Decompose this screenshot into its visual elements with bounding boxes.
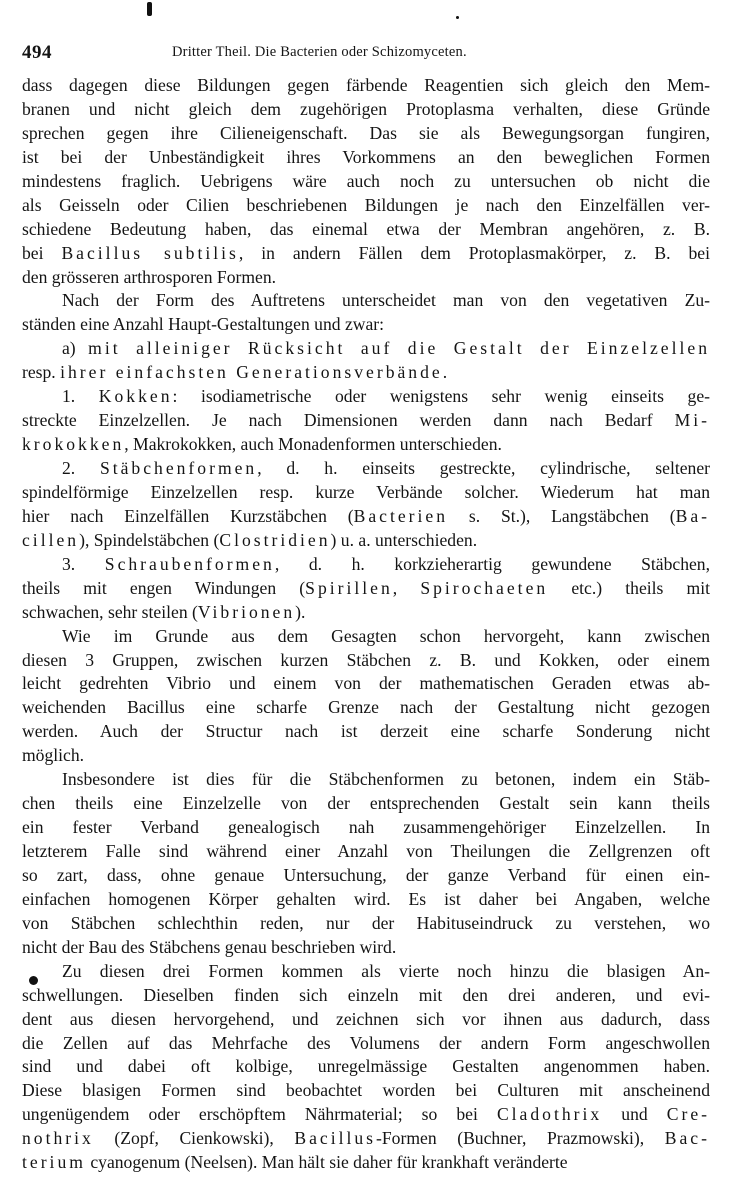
text-run: branen und nicht gleich dem zugehörigen Protoplasma verhalten, diese Gründe	[22, 98, 710, 119]
text-run: dent aus diesen hervorgehend, und zeichnen sich vor ihnen aus dadurch, dass	[22, 1008, 710, 1029]
spaced-term: Spirillen	[305, 577, 393, 598]
text-line	[22, 98, 710, 122]
text-line	[22, 1151, 710, 1175]
text-line	[22, 864, 710, 888]
text-run: als Geisseln oder Cilien beschriebenen Bildungen je nach den Einzelfällen ver-	[22, 194, 710, 215]
text-run: , Makrokokken, auch Monadenformen unterschieden.	[124, 434, 502, 455]
text-run: (Zopf, Cienkowski),	[93, 1128, 295, 1149]
spaced-term: Mi-	[674, 410, 710, 431]
spaced-term: Cladothrix	[496, 1104, 603, 1125]
spaced-term: Vibrionen	[197, 601, 296, 622]
text-run: leicht gedrehten Vibrio und einem von der mathematischen Geraden etwas ab-	[22, 673, 710, 694]
text-run: und	[602, 1104, 667, 1125]
ink-spot	[456, 16, 459, 19]
text-line	[22, 194, 710, 218]
text-line	[22, 337, 710, 361]
spaced-term: mit alleiniger Rücksicht auf die Gestalt der Einzelzellen	[88, 338, 710, 359]
text-line	[22, 720, 710, 744]
text-run: a)	[62, 338, 89, 359]
text-run: ), Spindelstäbchen (	[79, 529, 220, 550]
text-run: ein fester Verband genealogisch nah zusammengehöriger Einzelzellen. In	[22, 817, 710, 838]
text-run: etc.) theils mit	[548, 577, 710, 598]
paragraph	[22, 385, 710, 457]
text-line	[22, 289, 710, 313]
text-line	[22, 1103, 710, 1127]
text-run: weichenden Bacillus eine scharfe Grenze nach der Gestaltung nicht gezogen	[22, 697, 710, 718]
text-line	[22, 960, 710, 984]
text-run: 1.	[62, 386, 99, 407]
text-run: Diese blasigen Formen sind beobachtet worden bei Culturen mit anscheinend	[22, 1080, 710, 1101]
paragraph	[22, 625, 710, 769]
text-run: nicht der Bau des Stäbchens genau beschrieben wird.	[22, 936, 397, 957]
text-run: einfachen homogenen Körper gehalten wird. Es ist daher bei Angaben, welche	[22, 888, 710, 909]
spaced-term: nothrix	[22, 1128, 94, 1149]
text-line	[22, 361, 710, 385]
text-line	[22, 840, 710, 864]
paragraph	[22, 337, 710, 385]
text-line	[22, 146, 710, 170]
text-run: Zu diesen drei Formen kommen als vierte noch hinzu die blasigen An-	[62, 960, 710, 981]
text-line	[22, 218, 710, 242]
spaced-term: cillen	[22, 529, 80, 550]
spaced-term: Bac-	[664, 1128, 710, 1149]
text-run: spindelförmige Einzelzellen resp. kurze Verbände solcher. Wiederum hat man	[22, 481, 710, 502]
text-line	[22, 577, 710, 601]
text-run: ).	[295, 601, 306, 622]
text-run: von Stäbchen schlechthin reden, nur der Habituseindruck zu verstehen, wo	[22, 912, 710, 933]
text-line	[22, 601, 710, 625]
ink-spot	[29, 976, 38, 985]
text-line	[22, 74, 710, 98]
running-head: Dritter Theil. Die Bacterien oder Schizomyceten.	[172, 44, 467, 60]
spaced-term: terium	[22, 1152, 86, 1173]
text-run: chen theils eine Einzelzelle von der entsprechenden Gestalt sein kann theils	[22, 793, 710, 814]
text-line	[22, 792, 710, 816]
paragraph	[22, 74, 710, 289]
paragraph	[22, 289, 710, 337]
paragraph	[22, 553, 710, 625]
text-line	[22, 912, 710, 936]
ink-spot	[147, 2, 152, 16]
text-run: 3.	[62, 553, 105, 574]
text-run: die Zellen auf das Mehrfache des Volumens der andern Form angeschwollen	[22, 1032, 710, 1053]
text-run: sind und dabei oft kolbige, unregelmässige Gestalten angenommen haben.	[22, 1056, 710, 1077]
text-run: diesen 3 Gruppen, zwischen kurzen Stäbchen z. B. und Kokken, oder einem	[22, 649, 710, 670]
text-line	[22, 433, 710, 457]
text-run: : isodiametrische oder wenigstens sehr wenig einseits ge-	[172, 386, 710, 407]
text-run: sprechen gegen ihre Cilieneigenschaft. Das sie als Bewegungsorgan fungiren,	[22, 122, 710, 143]
text-line	[22, 170, 710, 194]
text-line	[22, 1055, 710, 1079]
spaced-term: Kokken	[98, 386, 173, 407]
text-run: bei	[22, 242, 62, 263]
text-line	[22, 625, 710, 649]
text-line	[22, 696, 710, 720]
text-run: Insbesondere ist dies für die Stäbchenformen zu betonen, indem ein Stäb-	[62, 769, 710, 790]
spaced-term: Clostridien	[219, 529, 331, 550]
text-line	[22, 457, 710, 481]
text-line	[22, 768, 710, 792]
text-line	[22, 744, 710, 768]
text-line	[22, 266, 710, 290]
spaced-term: Bacterien	[353, 505, 448, 526]
page-header	[22, 42, 710, 66]
spaced-term: krokokken	[22, 434, 125, 455]
text-line	[22, 553, 710, 577]
text-line	[22, 1079, 710, 1103]
text-line	[22, 1008, 710, 1032]
text-run: dass dagegen diese Bildungen gegen färbende Reagentien sich gleich den Mem-	[22, 75, 710, 95]
text-run: ständen eine Anzahl Haupt-Gestaltungen und zwar:	[22, 314, 385, 335]
text-run: hier nach Einzelfällen Kurzstäbchen (	[22, 505, 354, 526]
text-line	[22, 242, 710, 266]
spaced-term: Stäbchenformen	[99, 458, 258, 478]
book-page	[22, 0, 710, 1200]
text-line	[22, 505, 710, 529]
text-line	[22, 529, 710, 553]
text-run: -Formen (Buchner, Prazmowski),	[376, 1128, 665, 1149]
text-run: schiedene Bedeutung haben, das einemal etwa der Membran angehören, z. B.	[22, 218, 710, 239]
text-run: schwellungen. Dieselben finden sich einzeln mit den drei anderen, und evi-	[22, 984, 710, 1005]
text-line	[22, 888, 710, 912]
spaced-term: Bacillus	[294, 1128, 377, 1149]
paragraph	[22, 457, 710, 553]
text-run: 2.	[62, 458, 100, 478]
text-run: letzterem Falle sind während einer Anzahl von Theilungen die Zellgrenzen oft	[22, 841, 710, 861]
text-run: ,	[392, 577, 421, 598]
text-line	[22, 481, 710, 505]
text-run: Wie im Grunde aus dem Gesagten schon hervorgeht, kann zwischen	[62, 625, 710, 646]
text-run: cyanogenum (Neelsen). Man hält sie daher für krankhaft veränderte	[85, 1152, 568, 1173]
text-line	[22, 1032, 710, 1056]
text-line	[22, 816, 710, 840]
text-line	[22, 122, 710, 146]
text-line	[22, 649, 710, 673]
text-run: resp.	[22, 362, 61, 383]
paragraph	[22, 960, 710, 1175]
text-line	[22, 672, 710, 696]
text-run: mindestens fraglich. Uebrigens wäre auch noch zu untersuchen ob nicht die	[22, 170, 710, 191]
text-line	[22, 936, 710, 960]
text-line	[22, 1127, 710, 1151]
text-run: streckte Einzelzellen. Je nach Dimensionen werden dann nach Bedarf	[22, 410, 675, 431]
text-line	[22, 409, 710, 433]
text-run: , d. h. einseits gestreckte, cylindrische, seltener	[257, 458, 710, 478]
text-run: theils mit engen Windungen (	[22, 577, 306, 598]
text-run: so zart, dass, ohne genaue Untersuchung, der ganze Verband für einen ein-	[22, 864, 710, 885]
text-run: ungenügendem oder erschöpftem Nährmaterial; so bei	[22, 1104, 497, 1125]
text-run: Nach der Form des Auftretens unterscheidet man von den vegetativen Zu-	[62, 290, 710, 311]
text-line	[22, 984, 710, 1008]
text-run: s. St.), Langstäbchen (	[448, 505, 676, 526]
spaced-term: Schraubenformen	[104, 553, 275, 574]
text-run: , d. h. korkzieherartig gewundene Stäbchen,	[274, 553, 710, 574]
text-run: ist bei der Unbeständigkeit ihres Vorkommens an den beweglichen Formen	[22, 146, 710, 167]
text-line	[22, 385, 710, 409]
text-run: schwachen, sehr steilen (	[22, 601, 198, 622]
text-run: möglich.	[22, 745, 85, 766]
spaced-term: Spirochaeten	[420, 577, 549, 598]
spaced-term: Bacillus subtilis	[61, 242, 239, 263]
text-run: den grösseren arthrosporen Formen.	[22, 266, 277, 287]
body-text	[22, 74, 710, 1175]
spaced-term: Ba-	[675, 505, 710, 526]
paragraph	[22, 768, 710, 960]
text-run: ) u. a. unterschieden.	[330, 529, 478, 550]
text-line	[22, 313, 710, 337]
spaced-term: Cre-	[666, 1104, 710, 1125]
spaced-term: ihrer einfachsten Generationsverbände.	[60, 362, 451, 383]
text-run: , in andern Fällen dem Protoplasmakörper, z. B. bei	[238, 242, 710, 263]
page-number: 494	[22, 42, 52, 63]
text-run: werden. Auch der Structur nach ist derzeit eine scharfe Sonderung nicht	[22, 721, 710, 742]
